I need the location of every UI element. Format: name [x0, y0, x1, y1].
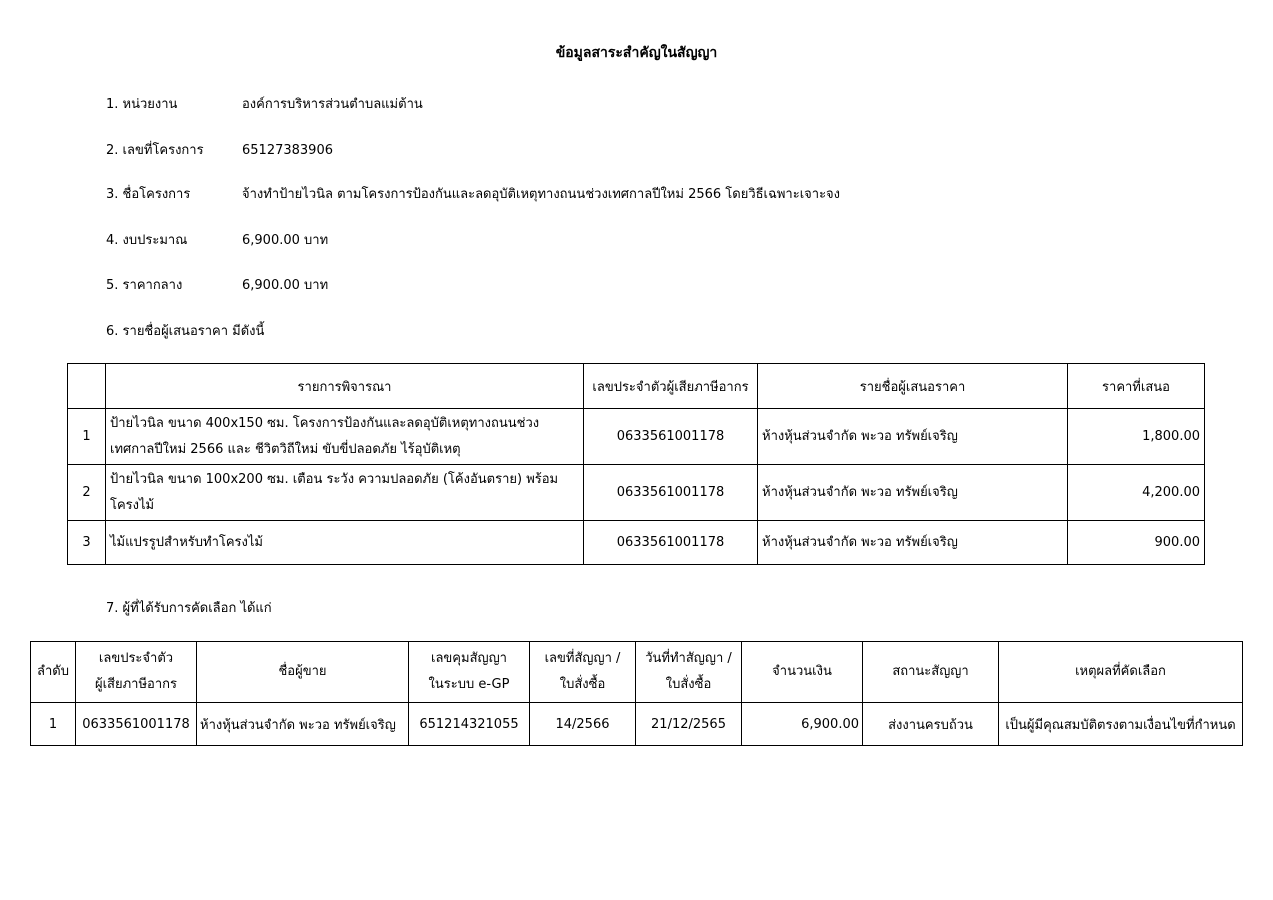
header-bidder: รายชื่อผู้เสนอราคา [758, 364, 1068, 409]
row-item: ป้ายไวนิล ขนาด 400x150 ซม. โครงการป้องกันและลดอุบัติเหตุทางถนนช่วงเทศกาลปีใหม่ 2566 และ ชีวิตวิถีใหม่ ขับขี่ปลอดภัย ไร้อุบัติเหตุ [106, 409, 584, 465]
header-line: ในระบบ e-GP [428, 677, 510, 692]
header-line: เลขที่สัญญา / [544, 651, 621, 666]
row-item: ป้ายไวนิล ขนาด 100x200 ซม. เตือน ระวัง ความปลอดภัย (โค้งอันตราย) พร้อมโครงไม้ [106, 465, 584, 521]
header-item: รายการพิจารณา [106, 364, 584, 409]
row-contract-no: 14/2566 [530, 703, 636, 746]
info-value: 6,900.00 บาท [242, 233, 329, 248]
row-bidder: ห้างหุ้นส่วนจำกัด พะวอ ทรัพย์เจริญ [758, 409, 1068, 465]
row-status: ส่งงานครบถ้วน [863, 703, 999, 746]
row-reason: เป็นผู้มีคุณสมบัติตรงตามเงื่อนไขที่กำหนด [999, 703, 1243, 746]
header-line: ใบสั่งซื้อ [559, 677, 606, 692]
row-item: ไม้แปรรูปสำหรับทำโครงไม้ [106, 521, 584, 565]
table-row [68, 465, 1205, 521]
info-label: 3. ชื่อโครงการ [106, 187, 191, 202]
row-no: 3 [68, 521, 106, 565]
row-tax-id: 0633561001178 [584, 465, 758, 521]
header-line: วันที่ทำสัญญา / [645, 651, 732, 666]
info-value: 6,900.00 บาท [242, 278, 329, 293]
header-reason: เหตุผลที่คัดเลือก [999, 642, 1243, 703]
row-date: 21/12/2565 [636, 703, 742, 746]
info-label: 5. ราคากลาง [106, 278, 183, 293]
table-row [68, 409, 1205, 465]
row-no: 1 [68, 409, 106, 465]
header-status: สถานะสัญญา [863, 642, 999, 703]
row-seller: ห้างหุ้นส่วนจำกัด พะวอ ทรัพย์เจริญ [197, 703, 409, 746]
table-header-row [31, 642, 1243, 703]
header-line: ใบสั่งซื้อ [665, 677, 712, 692]
row-amount: 6,900.00 [742, 703, 863, 746]
row-price: 1,800.00 [1068, 409, 1205, 465]
header-amount: จำนวนเงิน [742, 642, 863, 703]
winners-heading: 7. ผู้ที่ได้รับการคัดเลือก ได้แก่ [106, 601, 272, 616]
row-price: 4,200.00 [1068, 465, 1205, 521]
header-seller: ชื่อผู้ขาย [197, 642, 409, 703]
row-tax-id: 0633561001178 [76, 703, 197, 746]
header-price: ราคาที่เสนอ [1068, 364, 1205, 409]
row-tax-id: 0633561001178 [584, 409, 758, 465]
info-value: จ้างทำป้ายไวนิล ตามโครงการป้องกันและลดอุบัติเหตุทางถนนช่วงเทศกาลปีใหม่ 2566 โดยวิธีเฉพาะเจาะจง [242, 187, 841, 202]
table-row [68, 521, 1205, 565]
info-label: 1. หน่วยงาน [106, 97, 178, 112]
header-contract-no [530, 642, 636, 703]
info-label: 4. งบประมาณ [106, 233, 188, 248]
bidders-heading: 6. รายชื่อผู้เสนอราคา มีดังนี้ [106, 324, 265, 339]
header-no: ลำดับ [31, 642, 76, 703]
info-value: 65127383906 [242, 143, 333, 158]
winners-table [30, 641, 1243, 746]
header-date [636, 642, 742, 703]
row-price: 900.00 [1068, 521, 1205, 565]
row-egp: 651214321055 [409, 703, 530, 746]
info-value: องค์การบริหารส่วนตำบลแม่ต้าน [242, 97, 423, 112]
info-label: 2. เลขที่โครงการ [106, 143, 204, 158]
row-no: 1 [31, 703, 76, 746]
header-line: เลขคุมสัญญา [431, 651, 507, 666]
header-line: เลขประจำตัว [98, 651, 174, 666]
header-tax-id [76, 642, 197, 703]
header-tax-id: เลขประจำตัวผู้เสียภาษีอากร [584, 364, 758, 409]
row-tax-id: 0633561001178 [584, 521, 758, 565]
row-bidder: ห้างหุ้นส่วนจำกัด พะวอ ทรัพย์เจริญ [758, 465, 1068, 521]
header-egp [409, 642, 530, 703]
header-no [68, 364, 106, 409]
row-no: 2 [68, 465, 106, 521]
row-bidder: ห้างหุ้นส่วนจำกัด พะวอ ทรัพย์เจริญ [758, 521, 1068, 565]
table-row [31, 703, 1243, 746]
document-title: ข้อมูลสาระสำคัญในสัญญา [555, 45, 718, 61]
bidders-table [67, 363, 1205, 565]
header-line: ผู้เสียภาษีอากร [94, 677, 177, 692]
table-header-row [68, 364, 1205, 409]
